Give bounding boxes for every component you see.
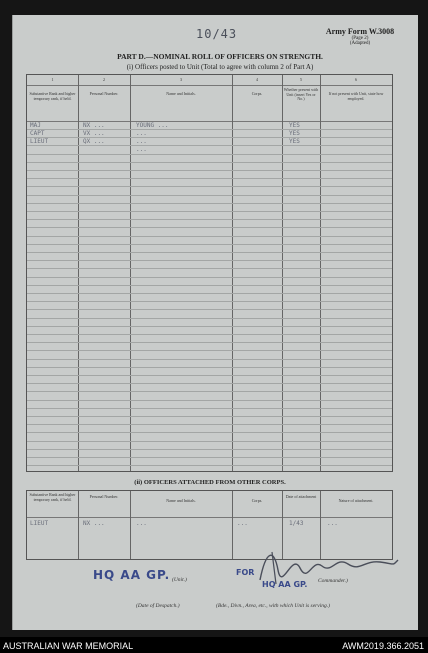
ruled-line — [27, 285, 392, 286]
column-header-rank: Substantive Rank and higher temporary rank, if held. — [29, 492, 76, 502]
column-header-rank: Substantive Rank and higher temporary rank, if held. — [29, 91, 76, 101]
column-header-name: Name and Initials. — [166, 91, 196, 96]
column-divider — [130, 491, 131, 559]
ruled-line — [27, 408, 392, 409]
ruled-line — [27, 301, 392, 302]
column-number: 4 — [256, 77, 258, 82]
handwritten-name: ... — [136, 138, 147, 145]
form-adapted: (Adapted) — [349, 41, 371, 46]
ruled-line — [27, 195, 392, 196]
footer-institution: AUSTRALIAN WAR MEMORIAL — [3, 641, 134, 651]
handwritten-rank: LIEUT — [30, 520, 49, 527]
ruled-line — [27, 236, 392, 237]
column-divider — [232, 75, 233, 471]
handwritten-date: 1/43 — [289, 520, 304, 527]
header-rule — [27, 121, 392, 122]
ruled-line — [27, 326, 392, 327]
despatch-date-label: (Date of Despatch.) — [136, 603, 180, 609]
handwritten-present: YES — [289, 122, 300, 129]
ruled-line — [27, 424, 392, 425]
column-header-name: Name and Initials. — [166, 498, 196, 503]
ruled-line — [27, 162, 392, 163]
ruled-line — [27, 432, 392, 433]
unit-stamp: HQ AA GP. — [93, 568, 171, 582]
handwritten-number: VX ... — [83, 130, 105, 137]
ruled-line — [27, 359, 392, 360]
ruled-line — [27, 154, 392, 155]
handwritten-nature: ... — [327, 520, 338, 527]
ruled-line — [27, 268, 392, 269]
ruled-line — [27, 145, 392, 146]
section-2-title: (ii) OFFICERS ATTACHED FROM OTHER CORPS. — [134, 479, 286, 486]
column-divider — [78, 491, 79, 559]
ruled-line — [27, 391, 392, 392]
ruled-line — [27, 449, 392, 450]
column-header-nature: Nature of attachment. — [338, 498, 374, 503]
form-number: Army Form W.3008 — [325, 27, 395, 36]
ruled-line — [27, 350, 392, 351]
handwritten-name: YOUNG ... — [136, 122, 169, 129]
nominal-roll-table — [26, 74, 393, 472]
form-identifier — [318, 27, 402, 46]
column-number: 5 — [300, 77, 302, 82]
column-divider — [130, 75, 131, 471]
column-header-present: Whether present with Unit (insert Yes or No.) — [283, 87, 319, 102]
form-page: (Page 2) — [351, 36, 369, 41]
handwritten-reference: 10/43 — [196, 27, 238, 41]
handwritten-present: YES — [289, 138, 300, 145]
ruled-line — [27, 252, 392, 253]
ruled-line — [27, 244, 392, 245]
ruled-line — [27, 457, 392, 458]
ruled-line — [27, 186, 392, 187]
ruled-line — [27, 293, 392, 294]
column-header-corps: Corps. — [251, 498, 263, 503]
ruled-line — [27, 129, 392, 130]
ruled-line — [27, 309, 392, 310]
ruled-line — [27, 227, 392, 228]
handwritten-rank: CAPT — [30, 130, 45, 137]
column-number-rule — [27, 85, 392, 86]
column-divider — [320, 75, 321, 471]
ruled-line — [27, 416, 392, 417]
column-divider — [232, 491, 233, 559]
ruled-line — [27, 137, 392, 138]
column-divider — [78, 75, 79, 471]
ruled-line — [27, 342, 392, 343]
ruled-line — [27, 203, 392, 204]
commander-signature — [252, 540, 402, 590]
handwritten-corps: ... — [237, 520, 248, 527]
for-stamp: FOR — [236, 568, 255, 577]
ruled-line — [27, 211, 392, 212]
commander-label: Commander.) — [318, 578, 348, 584]
column-header-number: Personal Number. — [89, 494, 119, 499]
part-title: PART D.—NOMINAL ROLL OF OFFICERS ON STRENGTH. — [117, 52, 323, 61]
ruled-line — [27, 400, 392, 401]
handwritten-name: ... — [136, 520, 147, 527]
header-rule — [27, 517, 392, 518]
handwritten-name: ... — [136, 130, 147, 137]
handwritten-rank: LIEUT — [30, 138, 49, 145]
ruled-line — [27, 441, 392, 442]
ruled-line — [27, 383, 392, 384]
column-number: 3 — [180, 77, 182, 82]
handwritten-present: YES — [289, 130, 300, 137]
handwritten-number: NX ... — [83, 122, 105, 129]
column-number: 2 — [103, 77, 105, 82]
ruled-line — [27, 375, 392, 376]
unit-label: (Unit.) — [172, 577, 187, 583]
column-number: 1 — [51, 77, 54, 82]
ruled-line — [27, 170, 392, 171]
hq-stamp: HQ AA GP. — [262, 580, 308, 589]
ruled-line — [27, 260, 392, 261]
handwritten-number: QX ... — [83, 138, 105, 145]
column-number: 6 — [355, 77, 357, 82]
part-subtitle: (i) Officers posted to Unit (Total to agree with column 2 of Part A) — [126, 63, 314, 71]
bde-label: (Bde., Divn., Area, etc., with which Unit is serving.) — [216, 603, 330, 609]
handwritten-name: ... — [136, 146, 147, 153]
handwritten-number: NX ... — [83, 520, 105, 527]
footer-accession-number: AWM2019.366.2051 — [342, 641, 424, 651]
ruled-line — [27, 367, 392, 368]
ruled-line — [27, 334, 392, 335]
ruled-line — [27, 318, 392, 319]
column-divider — [282, 75, 283, 471]
ruled-line — [27, 277, 392, 278]
ruled-line — [27, 219, 392, 220]
ruled-line — [27, 178, 392, 179]
column-header-date: Date of attachment — [285, 494, 317, 499]
column-header-employed: If not present with Unit, state how employed. — [328, 91, 384, 101]
ruled-line — [27, 465, 392, 466]
handwritten-rank: MAJ — [30, 122, 41, 129]
column-header-corps: Corps. — [251, 91, 263, 96]
column-header-number: Personal Number. — [89, 91, 119, 96]
